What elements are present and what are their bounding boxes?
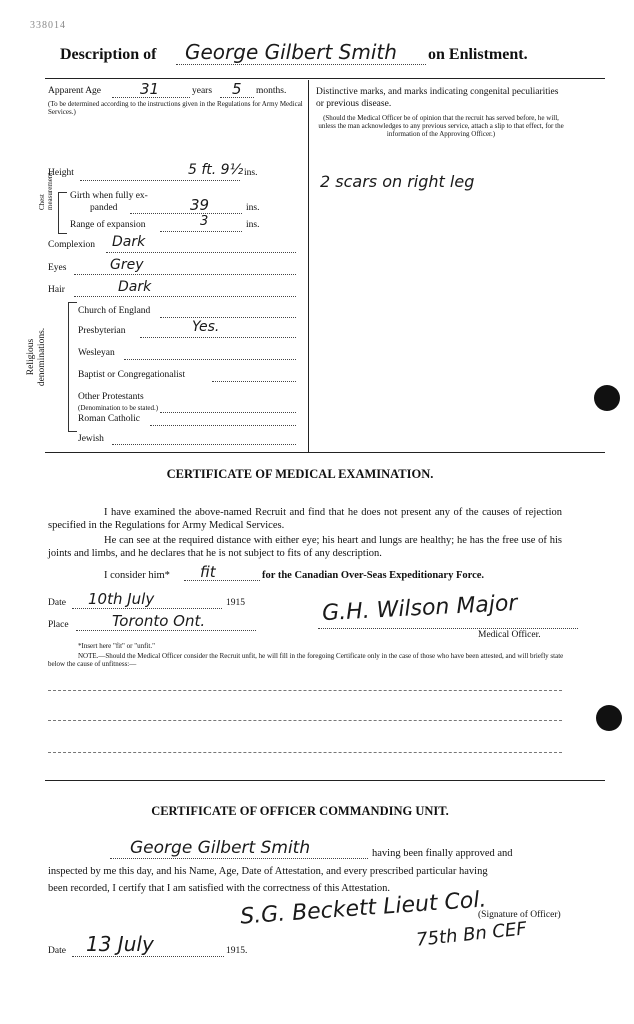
marks-note: (Should the Medical Officer be of opinion that the recruit has served before, he will, unless the man acknowledges to any previous service, attach a slip to that effect, for the information of the Approving Officer.) xyxy=(318,114,564,138)
girth-line xyxy=(130,213,242,214)
chest-side-label: Chest measurement. xyxy=(38,170,54,210)
column-divider xyxy=(308,80,309,452)
complexion-value: Dark xyxy=(112,234,146,250)
religion-other-protestants: Other Protestants xyxy=(78,392,144,402)
eyes-value: Grey xyxy=(110,257,144,273)
header xyxy=(60,46,156,64)
medical-officer-signature: G.H. Wilson Major xyxy=(321,590,519,627)
chest-bracket xyxy=(58,192,67,234)
box-bottom-rule xyxy=(45,452,605,453)
commanding-officer-signature: S.G. Beckett Lieut Col. xyxy=(239,887,488,930)
commanding-certificate-heading: CERTIFICATE OF OFFICER COMMANDING UNIT. xyxy=(151,804,449,818)
commanding-line-2: inspected by me this day, and his Name, Age, Date of Attestation, and every prescribed particular having xyxy=(48,866,488,877)
age-months-value: 5 xyxy=(232,80,242,98)
religion-line-2 xyxy=(124,359,296,360)
eyes-label: Eyes xyxy=(48,263,67,273)
eyes-line xyxy=(74,274,296,275)
religion-side-a: Religious xyxy=(26,338,36,376)
fitness-line xyxy=(184,580,260,581)
unit-designation-value: 75th Bn CEF xyxy=(415,918,528,951)
religion-jewish: Jewish xyxy=(78,434,104,444)
complexion-line xyxy=(106,252,296,253)
section-divider xyxy=(45,780,605,781)
corner-stamp: 338014 xyxy=(30,20,66,31)
religion-line-3 xyxy=(212,381,296,382)
header-name-line xyxy=(176,64,426,65)
medical-certificate-heading: CERTIFICATE OF MEDICAL EXAMINATION. xyxy=(166,467,434,481)
range-ins-label: ins. xyxy=(246,220,260,230)
commanding-line-3: been recorded, I certify that I am satisfied with the correctness of this Attestation. xyxy=(48,883,391,894)
age-years-value: 31 xyxy=(140,80,160,98)
recruit-name-value: George Gilbert Smith xyxy=(130,838,311,858)
medical-date-value: 10th July xyxy=(88,590,155,608)
age-label: Apparent Age xyxy=(48,86,102,96)
fit-footnote: *Insert here "fit" or "unfit." xyxy=(78,642,155,650)
girth-label-a: Girth when fully ex- xyxy=(70,191,148,201)
signature-of-officer-label: (Signature of Officer) xyxy=(478,910,561,920)
religion-line-5 xyxy=(150,425,296,426)
girth-value: 39 xyxy=(190,196,210,214)
religion-side-label xyxy=(26,302,48,412)
religion-line-4 xyxy=(160,412,296,413)
religion-presbyterian: Presbyterian xyxy=(78,326,126,336)
medical-place-line xyxy=(76,630,256,631)
medical-para-1: I have examined the above-named Recruit and find that he does not present any of the causes of rejection specified in the Regulations for Army Medical Services. xyxy=(48,507,562,531)
medical-date-year: 1915 xyxy=(226,598,245,608)
distinctive-marks-value: 2 scars on right leg xyxy=(320,172,475,191)
girth-label-b: panded xyxy=(90,203,118,213)
presbyterian-value: Yes. xyxy=(192,319,220,335)
range-label: Range of expansion xyxy=(70,220,146,230)
age-years-line xyxy=(112,97,190,98)
punch-hole-upper xyxy=(594,385,620,411)
years-label: years xyxy=(192,86,213,96)
header-title-right: on Enlistment. xyxy=(428,46,528,63)
commanding-line-1-tail: having been finally approved and xyxy=(372,848,513,859)
religion-church-of-england: Church of England xyxy=(78,306,151,316)
medical-note: NOTE.—Should the Medical Officer consider the Recruit unfit, he will fill in the foregoing Certificate only in the case of those who have been attested, and will briefly state below the cause of unfitness:— xyxy=(48,652,564,668)
age-note: (To be determined according to the instructions given in the Regulations for Army Medical Services.) xyxy=(48,100,303,116)
height-line xyxy=(80,180,240,181)
age-months-line xyxy=(220,97,254,98)
medical-officer-label: Medical Officer. xyxy=(478,630,541,640)
recruit-name-line xyxy=(110,858,368,859)
medical-date-line xyxy=(72,608,222,609)
months-label: months. xyxy=(256,86,287,96)
religion-line-1 xyxy=(140,337,296,338)
hair-line xyxy=(74,296,296,297)
unfitness-line-2 xyxy=(48,720,562,721)
unfitness-line-1 xyxy=(48,690,562,691)
girth-label xyxy=(70,190,148,214)
medical-para-2: He can see at the required distance with either eye; his heart and lungs are healthy; he has the free use of his joints and limbs, and he declares that he is not subject to fits of any description. xyxy=(48,535,562,559)
commanding-date-value: 13 July xyxy=(86,932,154,956)
hair-label: Hair xyxy=(48,285,65,295)
range-value: 3 xyxy=(200,214,209,229)
header-name-handwritten: George Gilbert Smith xyxy=(185,40,397,64)
medical-date-label: Date xyxy=(48,598,66,608)
fitness-value: fit xyxy=(200,563,216,581)
unfitness-line-3 xyxy=(48,752,562,753)
header-title-left: Description of xyxy=(60,46,157,63)
height-label: Height xyxy=(48,168,74,178)
height-ins-label: ins. xyxy=(244,168,258,178)
denomination-note: (Denomination to be stated.) xyxy=(78,404,159,412)
consider-tail: for the Canadian Over-Seas Expeditionary Force. xyxy=(262,570,485,581)
religion-bracket xyxy=(68,302,77,432)
medical-place-value: Toronto Ont. xyxy=(112,612,206,630)
box-top-rule xyxy=(45,78,605,79)
girth-ins-label: ins. xyxy=(246,203,260,213)
medical-place-label: Place xyxy=(48,620,69,630)
commanding-date-line xyxy=(72,956,224,957)
punch-hole-lower xyxy=(596,705,622,731)
religion-roman-catholic: Roman Catholic xyxy=(78,414,141,424)
religion-side-b: denominations. xyxy=(37,327,47,387)
hair-value: Dark xyxy=(118,279,152,295)
height-value: 5 ft. 9½ xyxy=(188,162,244,178)
religion-line-6 xyxy=(112,444,296,445)
consider-label: I consider him* xyxy=(104,570,170,581)
complexion-label: Complexion xyxy=(48,240,95,250)
commanding-date-year: 1915. xyxy=(226,946,248,956)
range-line xyxy=(160,231,242,232)
religion-line-0 xyxy=(160,317,296,318)
religion-wesleyan: Wesleyan xyxy=(78,348,115,358)
commanding-date-label: Date xyxy=(48,946,66,956)
marks-heading: Distinctive marks, and marks indicating congenital peculiarities or previous disease. xyxy=(316,87,559,109)
religion-baptist: Baptist or Congregationalist xyxy=(78,370,186,380)
medical-signature-line xyxy=(318,628,578,629)
